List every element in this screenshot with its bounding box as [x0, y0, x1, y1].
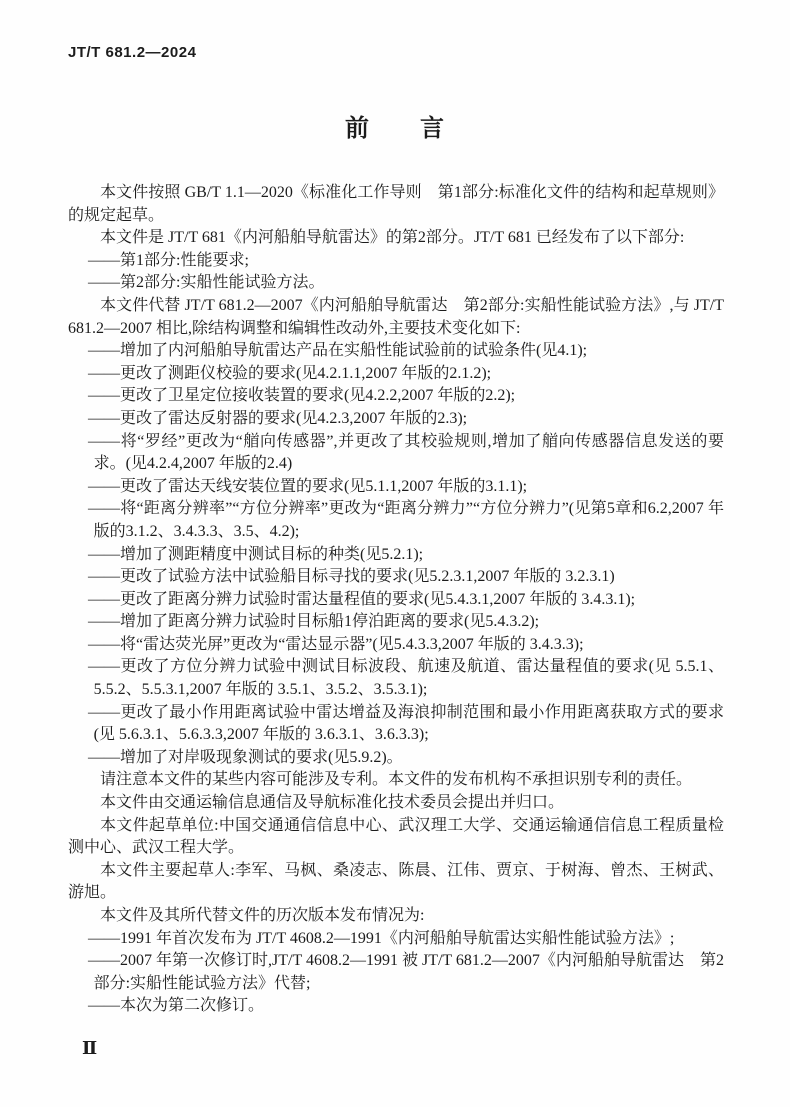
page-number: Ⅱ [82, 1038, 98, 1058]
list-item: ——增加了距离分辨力试验时目标船1停泊距离的要求(见5.4.3.2); [88, 613, 540, 631]
list-item: ——增加了测距精度中测试目标的种类(见5.2.1); [88, 545, 424, 563]
list-item: ——将“罗经”更改为“艏向传感器”,并更改了其校验规则,增加了艏向传感器信息发送的要求。(见4.2.4,2007 年版的2.4) [88, 432, 724, 473]
paragraph: 本文件主要起草人:李军、马枫、桑凌志、陈晨、江伟、贾京、于树海、曾杰、王树武、游旭。 [68, 861, 724, 902]
list-item: ——1991 年首次发布为 JT/T 4608.2—1991《内河船舶导航雷达实船性能试验方法》; [88, 929, 675, 947]
foreword-body [68, 182, 724, 1018]
list-item: ——将“距离分辨率”“方位分辨率”更改为“距离分辨力”“方位分辨力”(见第5章和6.2,2007 年版的3.1.2、3.4.3.3、3.5、4.2); [88, 500, 724, 540]
list-item: ——2007 年第一次修订时,JT/T 4608.2—1991 被 JT/T 681.2—2007《内河船舶导航雷达 第2部分:实船性能试验方法》代替; [88, 952, 724, 992]
list-item: ——更改了雷达反射器的要求(见4.2.3,2007 年版的2.3); [88, 409, 468, 427]
paragraph: 本文件由交通运输信息通信及导航标准化技术委员会提出并归口。 [100, 794, 565, 812]
paragraph: 本文件及其所代替文件的历次版本发布情况为: [100, 907, 425, 924]
list-item: ——更改了卫星定位接收装置的要求(见4.2.2,2007 年版的2.2); [88, 387, 516, 405]
paragraph: 本文件代替 JT/T 681.2—2007《内河船舶导航雷达 第2部分:实船性能试验方法》,与 JT/T 681.2—2007 相比,除结构调整和编辑性改动外,主要技术变化如下: [68, 296, 724, 337]
paragraph: 本文件起草单位:中国交通通信信息中心、武汉理工大学、交通运输通信信息工程质量检测中心、武汉工程大学。 [68, 816, 724, 857]
paragraph: 请注意本文件的某些内容可能涉及专利。本文件的发布机构不承担识别专利的责任。 [100, 771, 693, 789]
list-item: ——更改了雷达天线安装位置的要求(见5.1.1,2007 年版的3.1.1); [88, 477, 528, 495]
paragraph: 本文件是 JT/T 681《内河船舶导航雷达》的第2部分。JT/T 681 已经发布了以下部分: [100, 229, 685, 247]
list-item: ——更改了距离分辨力试验时雷达量程值的要求(见5.4.3.1,2007 年版的 3.4.3.1); [88, 590, 636, 608]
list-item: ——更改了试验方法中试验船目标寻找的要求(见5.2.3.1,2007 年版的 3.2.3.1) [88, 568, 615, 586]
list-item: ——更改了方位分辨力试验中测试目标波段、航速及航道、雷达量程值的要求(见 5.5.1、5.5.2、5.5.3.1,2007 年版的 3.5.1、3.5.2、3.5.3.1); [88, 658, 724, 699]
list-item: ——将“雷达荧光屏”更改为“雷达显示器”(见5.4.3.3,2007 年版的 3.4.3.3); [88, 635, 584, 653]
list-item: ——更改了最小作用距离试验中雷达增益及海浪抑制范围和最小作用距离获取方式的要求(见 5.6.3.1、5.6.3.3,2007 年版的 3.6.3.1、3.6.3.3); [88, 703, 724, 744]
paragraph: 本文件按照 GB/T 1.1—2020《标准化工作导则 第1部分:标准化文件的结构和起草规则》的规定起草。 [68, 184, 724, 224]
page-title: 前 言 [345, 115, 445, 142]
list-item: ——增加了内河船舶导航雷达产品在实船性能试验前的试验条件(见4.1); [88, 342, 588, 360]
list-item: ——增加了对岸吸现象测试的要求(见5.9.2)。 [88, 748, 403, 766]
doc-code: JT/T 681.2—2024 [68, 44, 197, 61]
list-item: ——更改了测距仪校验的要求(见4.2.1.1,2007 年版的2.1.2); [88, 364, 492, 382]
list-item: ——第2部分:实船性能试验方法。 [88, 274, 325, 292]
list-item: ——本次为第二次修订。 [88, 997, 265, 1015]
list-item: ——第1部分:性能要求; [88, 251, 249, 269]
